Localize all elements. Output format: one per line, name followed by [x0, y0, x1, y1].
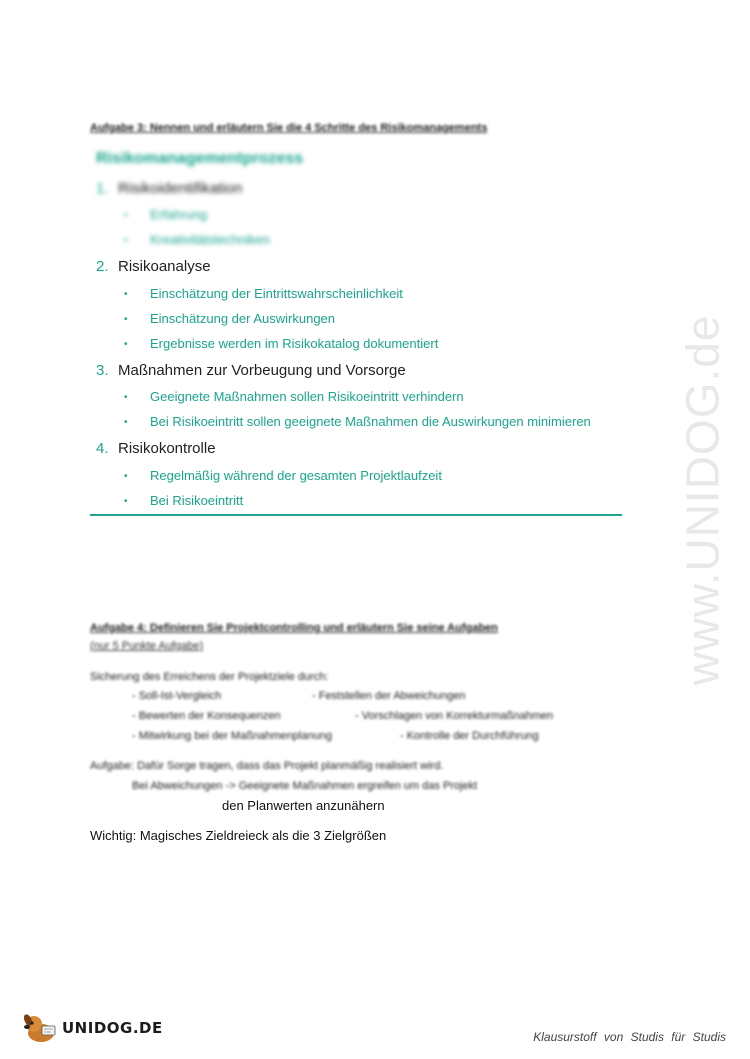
- task4-subheading: (nur 5 Punkte Aufgabe): [90, 640, 204, 652]
- controlling-item: - Kontrolle der Durchführung: [400, 730, 539, 742]
- task-line: Aufgabe: Dafür Sorge tragen, dass das Projekt planmäßig realisiert wird.: [90, 760, 444, 772]
- step-number: 1.: [96, 180, 109, 197]
- bullet-text: Einschätzung der Auswirkungen: [150, 311, 336, 326]
- step-number: 4.: [96, 440, 109, 457]
- bullet-text: Erfahrung: [150, 207, 208, 222]
- step-4: [96, 440, 216, 457]
- bullet-dot: •: [124, 314, 128, 326]
- bullet-text: Einschätzung der Eintrittswahrscheinlichkeit: [150, 286, 403, 301]
- plan-line: den Planwerten anzunähern: [222, 798, 385, 813]
- step-1: [96, 180, 242, 197]
- task4-heading: Aufgabe 4: Definieren Sie Projektcontrolling und erläutern Sie seine Aufgaben: [90, 622, 498, 634]
- bullet-dot: •: [124, 417, 128, 429]
- bullet-dot: •: [124, 339, 128, 351]
- task3-heading: Aufgabe 3: Nennen und erläutern Sie die 4 Schritte des Risikomanagements: [90, 122, 488, 134]
- bullet-dot: •: [124, 235, 128, 247]
- bullet-text: Kreativitätstechniken: [150, 232, 270, 247]
- controlling-item: - Bewerten der Konsequenzen: [132, 710, 281, 722]
- important-line: Wichtig: Magisches Zieldreieck als die 3 Zielgrößen: [90, 828, 387, 843]
- step-label: Risikoanalyse: [118, 258, 211, 275]
- controlling-item: - Mitwirkung bei der Maßnahmenplanung: [132, 730, 332, 742]
- bullet-text: Geeignete Maßnahmen sollen Risikoeintritt verhindern: [150, 389, 464, 404]
- bullet-text: Regelmäßig während der gesamten Projektlaufzeit: [150, 468, 442, 483]
- step-2-bullet-1: [124, 286, 403, 301]
- step-2-bullet-3: [124, 336, 438, 351]
- step-2-bullet-2: [124, 311, 335, 326]
- watermark: [672, 260, 732, 740]
- bullet-text: Bei Risikoeintritt sollen geeignete Maßnahmen die Auswirkungen minimieren: [150, 414, 591, 429]
- step-4-bullet-1: [124, 468, 442, 483]
- unidog-logo: [22, 1012, 163, 1044]
- step-label: Risikoidentifikation: [118, 180, 243, 197]
- step-3-bullet-2: [124, 414, 591, 429]
- task4-intro: Sicherung des Erreichens der Projektziele durch:: [90, 671, 329, 683]
- logo-text: UNIDOG.DE: [62, 1019, 163, 1037]
- step-2: [96, 258, 211, 275]
- bullet-text: Ergebnisse werden im Risikokatalog dokumentiert: [150, 336, 439, 351]
- bullet-dot: •: [124, 496, 128, 508]
- watermark-text: www.UNIDOG.de: [676, 314, 729, 686]
- step-1-bullet-1: [124, 207, 207, 222]
- dog-icon: [22, 1012, 60, 1044]
- bullet-text: Bei Risikoeintritt: [150, 493, 244, 508]
- bullet-dot: •: [124, 210, 128, 222]
- step-label: Maßnahmen zur Vorbeugung und Vorsorge: [118, 362, 406, 379]
- controlling-item: - Feststellen der Abweichungen: [312, 690, 466, 702]
- step-label: Risikokontrolle: [118, 440, 216, 457]
- bullet-dot: •: [124, 471, 128, 483]
- step-number: 2.: [96, 258, 109, 275]
- step-1-bullet-2: [124, 232, 270, 247]
- step-number: 3.: [96, 362, 109, 379]
- step-3-bullet-1: [124, 389, 464, 404]
- controlling-item: - Soll-Ist-Vergleich: [132, 690, 222, 702]
- controlling-item: - Vorschlagen von Korrekturmaßnahmen: [355, 710, 554, 722]
- step-4-bullet-2: [124, 493, 243, 508]
- process-title: Risikomanagementprozess: [96, 150, 304, 167]
- bullet-dot: •: [124, 392, 128, 404]
- bullet-dot: •: [124, 289, 128, 301]
- footer-tagline: Klausurstoff von Studis für Studis: [533, 1030, 726, 1044]
- deviation-line: Bei Abweichungen -> Geeignete Maßnahmen ergreifen um das Projekt: [132, 780, 478, 792]
- process-divider: [90, 514, 622, 516]
- step-3: [96, 362, 406, 379]
